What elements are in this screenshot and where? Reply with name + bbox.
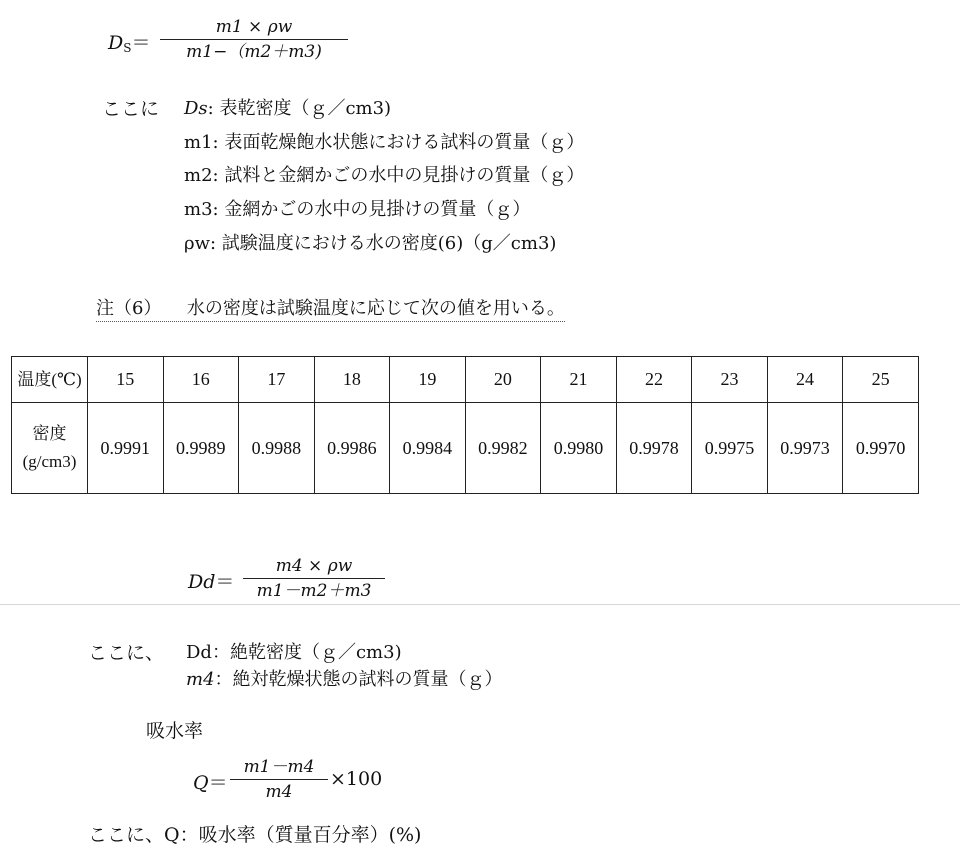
density-cell: 0.9980 [541,403,617,494]
density-cell: 0.9970 [843,403,919,494]
def-ds-text: : 表乾密度（ｇ／cm3) [207,98,392,119]
density-cell: 0.9986 [314,403,390,494]
absorption-numerator: m1－m4 [243,757,315,777]
row-header-temperature: 温度(℃) [12,357,88,403]
def-rhow-text: : 試験温度における水の密度(6)（g／cm3) [210,233,557,254]
dd-fraction [243,555,385,602]
def-ds [184,94,391,120]
water-density-note [96,294,565,322]
temp-cell: 20 [465,357,541,403]
def-m4 [186,665,503,691]
ds-fraction [160,16,348,63]
dd-equals: ＝ [215,571,235,593]
def-rhow [184,229,556,255]
table-row-density [12,403,919,494]
note-text: 水の密度は試験温度に応じて次の値を用いる。 [186,298,565,319]
q-symbol: Q [193,772,209,794]
temp-cell: 17 [239,357,315,403]
temp-cell: 16 [163,357,239,403]
ds-numerator: m1 × ρw [215,17,293,37]
dd-lhs: Dd [188,571,216,593]
ds-lhs-main: D [108,32,124,54]
ds-formula-lhs [108,28,150,55]
def-m2 [184,161,584,187]
def-rhow-symbol: ρw [184,233,210,254]
def-dd [186,638,402,664]
table-row-temperature [12,357,919,403]
def-m3-text: : 金網かごの水中の見掛けの質量（ｇ） [212,199,531,220]
ds-denominator: m1−（m2＋m3) [186,42,322,62]
def-m4-text: ：絶対乾燥状態の試料の質量（ｇ） [214,669,503,690]
def-m1 [184,128,584,154]
density-cell: 0.9975 [692,403,768,494]
def-m1-symbol: m1 [184,132,213,153]
temp-cell: 21 [541,357,617,403]
absorption-fraction [230,756,328,803]
dd-numerator: m4 × ρw [275,556,353,576]
def-m4-symbol: m4 [186,669,215,690]
absorption-denominator: m4 [265,782,293,802]
temp-cell: 23 [692,357,768,403]
density-cell: 0.9991 [88,403,164,494]
temp-cell: 18 [314,357,390,403]
def-dd-symbol: Dd [186,642,212,663]
absorption-multiplier: ×100 [330,768,383,790]
absorption-definition: ここに、Q：吸水率（質量百分率）(%) [88,824,422,846]
def-m3 [184,195,530,221]
dd-definitions-intro: ここに、 [88,642,165,664]
def-ds-symbol: Ds [184,98,208,119]
water-density-table [11,356,919,494]
density-cell: 0.9984 [390,403,466,494]
def-m3-symbol: m3 [184,199,213,220]
density-cell: 0.9988 [239,403,315,494]
row-header-density: 密度(g/cm3) [12,403,88,494]
ds-lhs-sub: S [123,41,132,55]
density-cell: 0.9982 [465,403,541,494]
absorption-heading: 吸水率 [146,720,204,742]
def-m2-text: : 試料と金網かごの水中の見掛けの質量（ｇ） [212,165,585,186]
q-equals: ＝ [208,772,228,794]
def-m2-symbol: m2 [184,165,213,186]
dd-denominator: m1－m2＋m3 [256,581,372,601]
temp-cell: 22 [616,357,692,403]
density-cell: 0.9973 [767,403,843,494]
def-m1-text: : 表面乾燥飽水状態における試料の質量（ｇ） [212,132,585,153]
ds-definitions-intro: ここに [102,98,160,120]
temp-cell: 15 [88,357,164,403]
section-divider [0,604,960,605]
temp-cell: 24 [767,357,843,403]
def-dd-text: ：絶乾密度（ｇ／cm3) [211,642,402,663]
density-cell: 0.9978 [616,403,692,494]
temp-cell: 25 [843,357,919,403]
density-cell: 0.9989 [163,403,239,494]
temp-cell: 19 [390,357,466,403]
dd-formula-lhs [188,567,234,594]
ds-equals: ＝ [131,32,151,54]
note-marker: 注（6） [96,298,162,319]
absorption-lhs [193,768,228,795]
